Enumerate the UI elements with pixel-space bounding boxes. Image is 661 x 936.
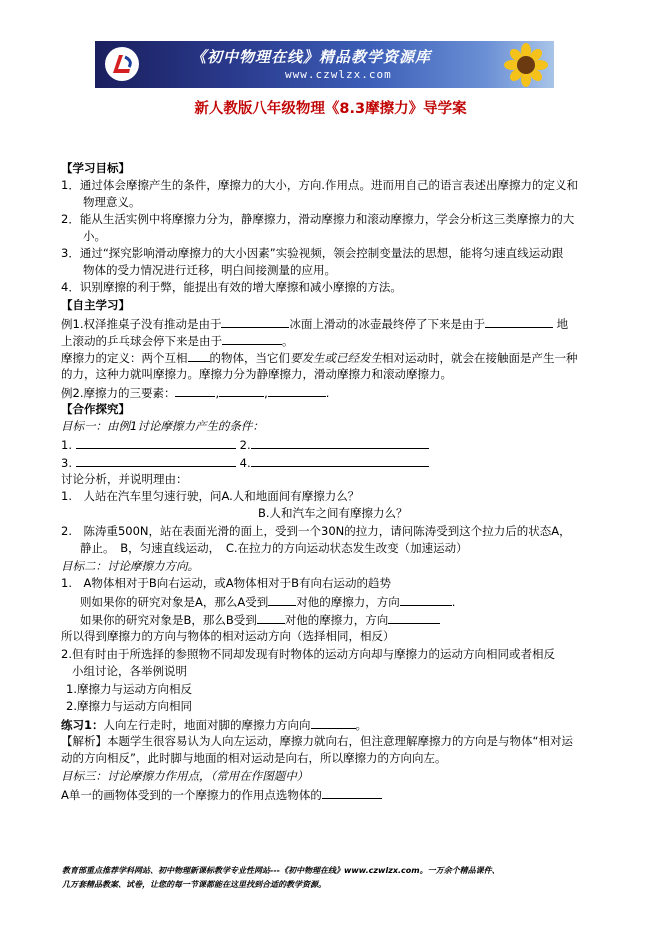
direction-object-a	[80, 593, 455, 611]
blank	[175, 384, 215, 397]
blank	[221, 315, 289, 328]
item-2-number: 2.	[239, 438, 251, 452]
site-logo	[103, 45, 141, 83]
blank	[251, 436, 429, 449]
definition-text-emphasis: 要发生或已经发生	[290, 351, 382, 365]
definition-text-b: 的物体，当它们	[209, 351, 290, 365]
friction-definition	[61, 349, 578, 367]
blank	[268, 384, 326, 397]
item-3-number: 3.	[61, 456, 72, 470]
objective-2: 目标二：讨论摩擦力方向。	[61, 559, 199, 573]
friction-definition-cont: 的力，这种力就叫摩擦力。摩擦力分为静摩擦力，滑动摩擦力和滚动摩擦力。	[61, 367, 452, 381]
goal-4: 4．识别摩擦的利于弊，能提出有效的增大摩擦和减小摩擦的方法。	[61, 280, 402, 294]
example-2: 例2.摩擦力的三要素： , , .	[61, 386, 330, 400]
goal-2: 2．能从生活实例中将摩擦力分为，静摩擦力，滑动摩擦力和滚动摩擦力，学会分析这三类摩擦力的大	[61, 212, 575, 226]
example-1-text-a: 例1.权泽推桌子没有推动是由于	[61, 317, 222, 331]
blank	[222, 332, 282, 345]
section-cooperative-inquiry: 【合作探究】	[61, 402, 130, 416]
analysis: 【解析】本题学生很容易认为人向左运动，摩擦力就向右，但注意理解摩擦力的方向是与物体“相对运	[61, 734, 573, 748]
objective-1: 目标一：由例1讨论摩擦力产生的条件：	[61, 419, 264, 433]
example-1	[61, 315, 568, 333]
blank	[76, 454, 236, 467]
definition-text-a: 摩擦力的定义：两个互相	[61, 351, 188, 365]
conditions-3-4	[61, 454, 429, 472]
discussion-heading: 讨论分析，并说明理由：	[61, 472, 188, 486]
item-1-number: 1.	[61, 438, 72, 452]
period: .	[451, 595, 456, 609]
blank	[219, 384, 264, 397]
group-discussion: 小组讨论，各举例说明	[72, 664, 187, 678]
blank	[257, 611, 285, 624]
example-1-cont	[61, 332, 294, 350]
question-1-b: B.人和汽车之间有摩擦力么？	[258, 506, 408, 520]
period: 。	[355, 718, 368, 732]
goal-1-cont: 物理意义。	[83, 195, 141, 209]
question-2: 2. 陈涛重500N，站在表面光滑的面上，受到一个30N的拉力，请问陈涛受到这个拉力后的状态A，	[61, 524, 571, 538]
blank	[322, 786, 382, 799]
section-self-study: 【自主学习】	[61, 298, 130, 312]
exercise-1	[61, 716, 367, 734]
blank	[188, 349, 210, 362]
blank	[400, 593, 452, 606]
application-point	[61, 786, 382, 804]
direction-object-a-text: 则如果你的研究对象是A，那么A受到	[80, 595, 269, 609]
section-learning-goals: 【学习目标】	[61, 161, 130, 175]
direction-object-b	[80, 611, 440, 629]
direction-object-a-text-b: 对他的摩擦力，方向	[296, 595, 400, 609]
objective-3: 目标三：讨论摩擦力作用点，（常用在作图题中）	[61, 769, 309, 783]
same-direction: 2.摩擦力与运动方向相同	[66, 699, 192, 713]
question-1: 1. 人站在汽车里匀速行驶，问A.人和地面间有摩擦力么？	[61, 489, 360, 503]
footer-line-2: 几万套精品教案、试卷，让您的每一节课都能在这里找到合适的教学资源。	[62, 880, 326, 889]
exercise-1-text: 人向左行走时，地面对脚的摩擦力方向向	[103, 718, 311, 732]
example-2-text: 例2.摩擦力的三要素：	[61, 386, 176, 400]
header-banner	[95, 41, 554, 88]
sunflower-icon	[504, 43, 548, 87]
period: 。	[282, 334, 294, 348]
example-1-cont-text: 上滚动的乒乓球会停下来是由于	[61, 334, 222, 348]
opposite-direction: 1.摩擦力与运动方向相反	[66, 682, 192, 696]
question-2-options: 静止。 B，匀速直线运动， C.在拉力的方向运动状态发生改变（加速运动）	[80, 541, 468, 555]
definition-text-d: 相对运动时，就会在接触面是产生一种	[382, 351, 578, 365]
blank	[268, 593, 296, 606]
blank	[388, 611, 440, 624]
example-1-text-b: 冰面上滑动的冰壶最终停了下来是由于	[289, 317, 485, 331]
banner-url: www.czwlzx.com	[285, 68, 392, 81]
blank	[485, 315, 553, 328]
footer-line-1: 教育部重点推荐学科网站、初中物理新课标教学专业性网站---《初中物理在线》www.czwlzx.com。一万余个精品课件、	[62, 866, 500, 875]
goal-3-cont: 物体的受力情况进行迁移，明白间接测量的应用。	[83, 263, 336, 277]
conditions-1-2	[61, 436, 429, 454]
direction-object-b-text: 如果你的研究对象是B，那么B受到	[80, 613, 257, 627]
application-point-text: A单一的画物体受到的一个摩擦力的作用点选物体的	[61, 788, 322, 802]
direction-conclusion: 所以得到摩擦力的方向与物体的相对运动方向（选择相同，相反）	[61, 629, 395, 643]
analysis-cont: 动的方向相反”，此时脚与地面的相对运动是向右，所以摩擦力的方向向左。	[61, 751, 447, 765]
example-1-text-c: 地	[556, 317, 569, 331]
goal-2-cont: 小。	[83, 229, 106, 243]
blank	[311, 716, 356, 729]
direction-item-2: 2.但有时由于所选择的参照物不同却发现有时物体的运动方向却与摩擦力的运动方向相同或者相反	[61, 647, 555, 661]
blank	[251, 454, 429, 467]
banner-title: 《初中物理在线》精品教学资源库	[191, 48, 432, 66]
blank	[76, 436, 236, 449]
exercise-1-label: 练习1：	[61, 718, 104, 732]
goal-1: 1．通过体会摩擦产生的条件，摩擦力的大小，方向.作用点。进而用自己的语言表述出摩擦力的定义和	[61, 178, 578, 192]
goal-3: 3．通过“探究影响滑动摩擦力的大小因素”实验视频，领会控制变量法的思想，能将匀速直线运动跟	[61, 246, 564, 260]
direction-object-b-text-b: 对他的摩擦力，方向	[284, 613, 389, 627]
item-4-number: 4.	[239, 456, 251, 470]
document-title: 新人教版八年级物理《8.3摩擦力》导学案	[194, 101, 467, 117]
direction-item-1: 1. A物体相对于B向右运动，或A物体相对于B有向右运动的趋势	[61, 576, 391, 590]
